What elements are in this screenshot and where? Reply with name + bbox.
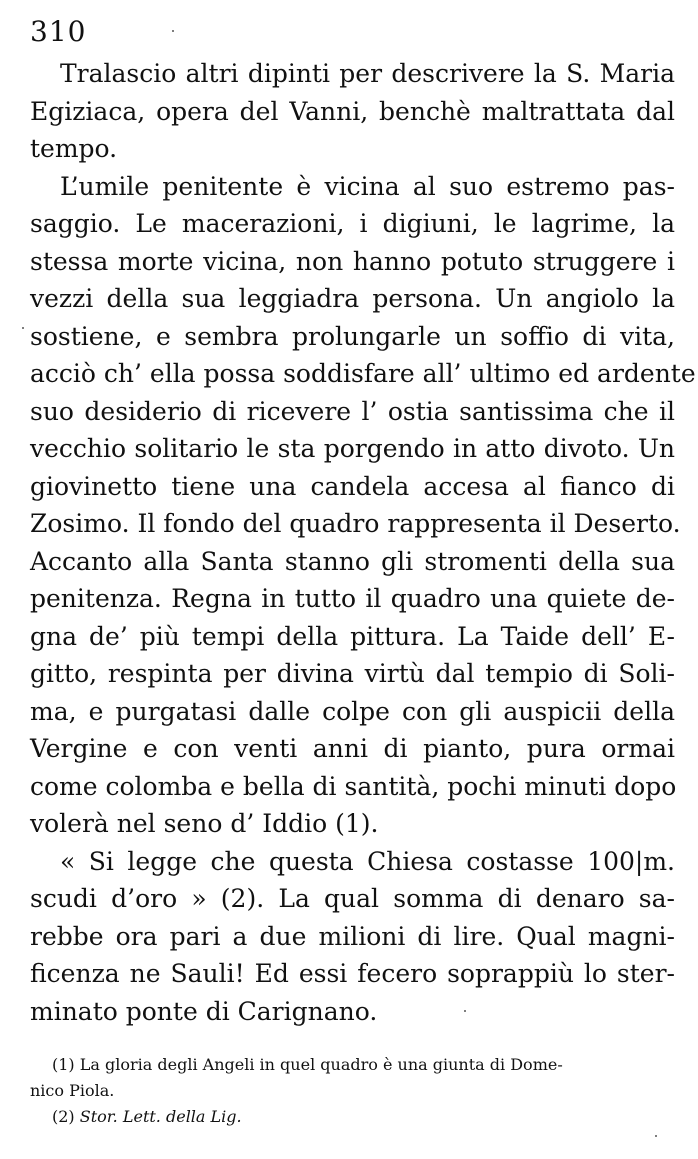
footnote-1-line: nico Piola. [30, 1081, 115, 1100]
footnote-2 [52, 1104, 672, 1130]
text-line: rebbe ora pari a due milioni di lire. Qual magni- [30, 921, 675, 951]
text-line: Zosimo. Il fondo del quadro rappresenta il Deserto. [30, 509, 681, 538]
text-line: Accanto alla Santa stanno gli stromenti della sua [30, 546, 675, 576]
text-line: ficenza ne Sauli! Ed essi fecero soprappiù lo ster- [30, 959, 675, 988]
text-line: Vergine e con venti anni di pianto, pura ormai [30, 734, 675, 763]
text-line: gna de’ più tempi della pittura. La Taide dell’ E- [30, 621, 675, 651]
text-line: gitto, respinta per divina virtù dal tempio di Soli- [30, 659, 675, 688]
text-line: Egiziaca, opera del Vanni, benchè maltrattata dal [30, 96, 675, 126]
text-line: volerà nel seno d’ Iddio (1). [30, 809, 379, 838]
text-line: « Si legge che questa Chiesa costasse 100|m. [60, 846, 675, 876]
text-line: tempo. [30, 134, 118, 163]
footnote-1-line: (1) La gloria degli Angeli in quel quadro è una giunta di Dome- [52, 1055, 563, 1074]
body-text [30, 55, 696, 1030]
text-line: L’umile penitente è vicina al suo estremo pas- [60, 171, 675, 201]
print-speck [172, 30, 174, 32]
print-speck [464, 1010, 466, 1012]
text-line: penitenza. Regna in tutto il quadro una quiete de- [30, 584, 675, 613]
text-line: Tralascio altri dipinti per descrivere la S. Maria [60, 59, 675, 88]
text-line: acciò ch’ ella possa soddisfare all’ ultimo ed ardente [30, 359, 696, 388]
text-line: ma, e purgatasi dalle colpe con gli auspicii della [30, 696, 675, 726]
text-line: minato ponte di Carignano. [30, 996, 378, 1026]
text-line: saggio. Le macerazioni, i digiuni, le lagrime, la [30, 209, 675, 238]
text-line: giovinetto tiene una candela accesa al fianco di [30, 471, 675, 501]
text-line: suo desiderio di ricevere l’ ostia santissima che il [30, 396, 675, 426]
text-line: vezzi della sua leggiadra persona. Un angiolo la [30, 284, 675, 313]
footnotes [30, 1052, 672, 1130]
print-speck [655, 1135, 657, 1137]
page-number: 310 [30, 15, 87, 48]
footnote-2-marker: (2) [52, 1107, 75, 1126]
text-line: stessa morte vicina, non hanno potuto struggere i [30, 246, 675, 276]
print-speck [22, 327, 24, 329]
text-line: vecchio solitario le sta porgendo in atto divoto. Un [30, 434, 675, 463]
footnote-2-text: Stor. Lett. della Lig. [79, 1107, 242, 1126]
text-line: sostiene, e sembra prolungarle un soffio di vita, [30, 321, 675, 351]
text-line: scudi d’oro » (2). La qual somma di denaro sa- [30, 884, 675, 913]
text-line: come colomba e bella di santità, pochi minuti dopo [30, 771, 677, 801]
